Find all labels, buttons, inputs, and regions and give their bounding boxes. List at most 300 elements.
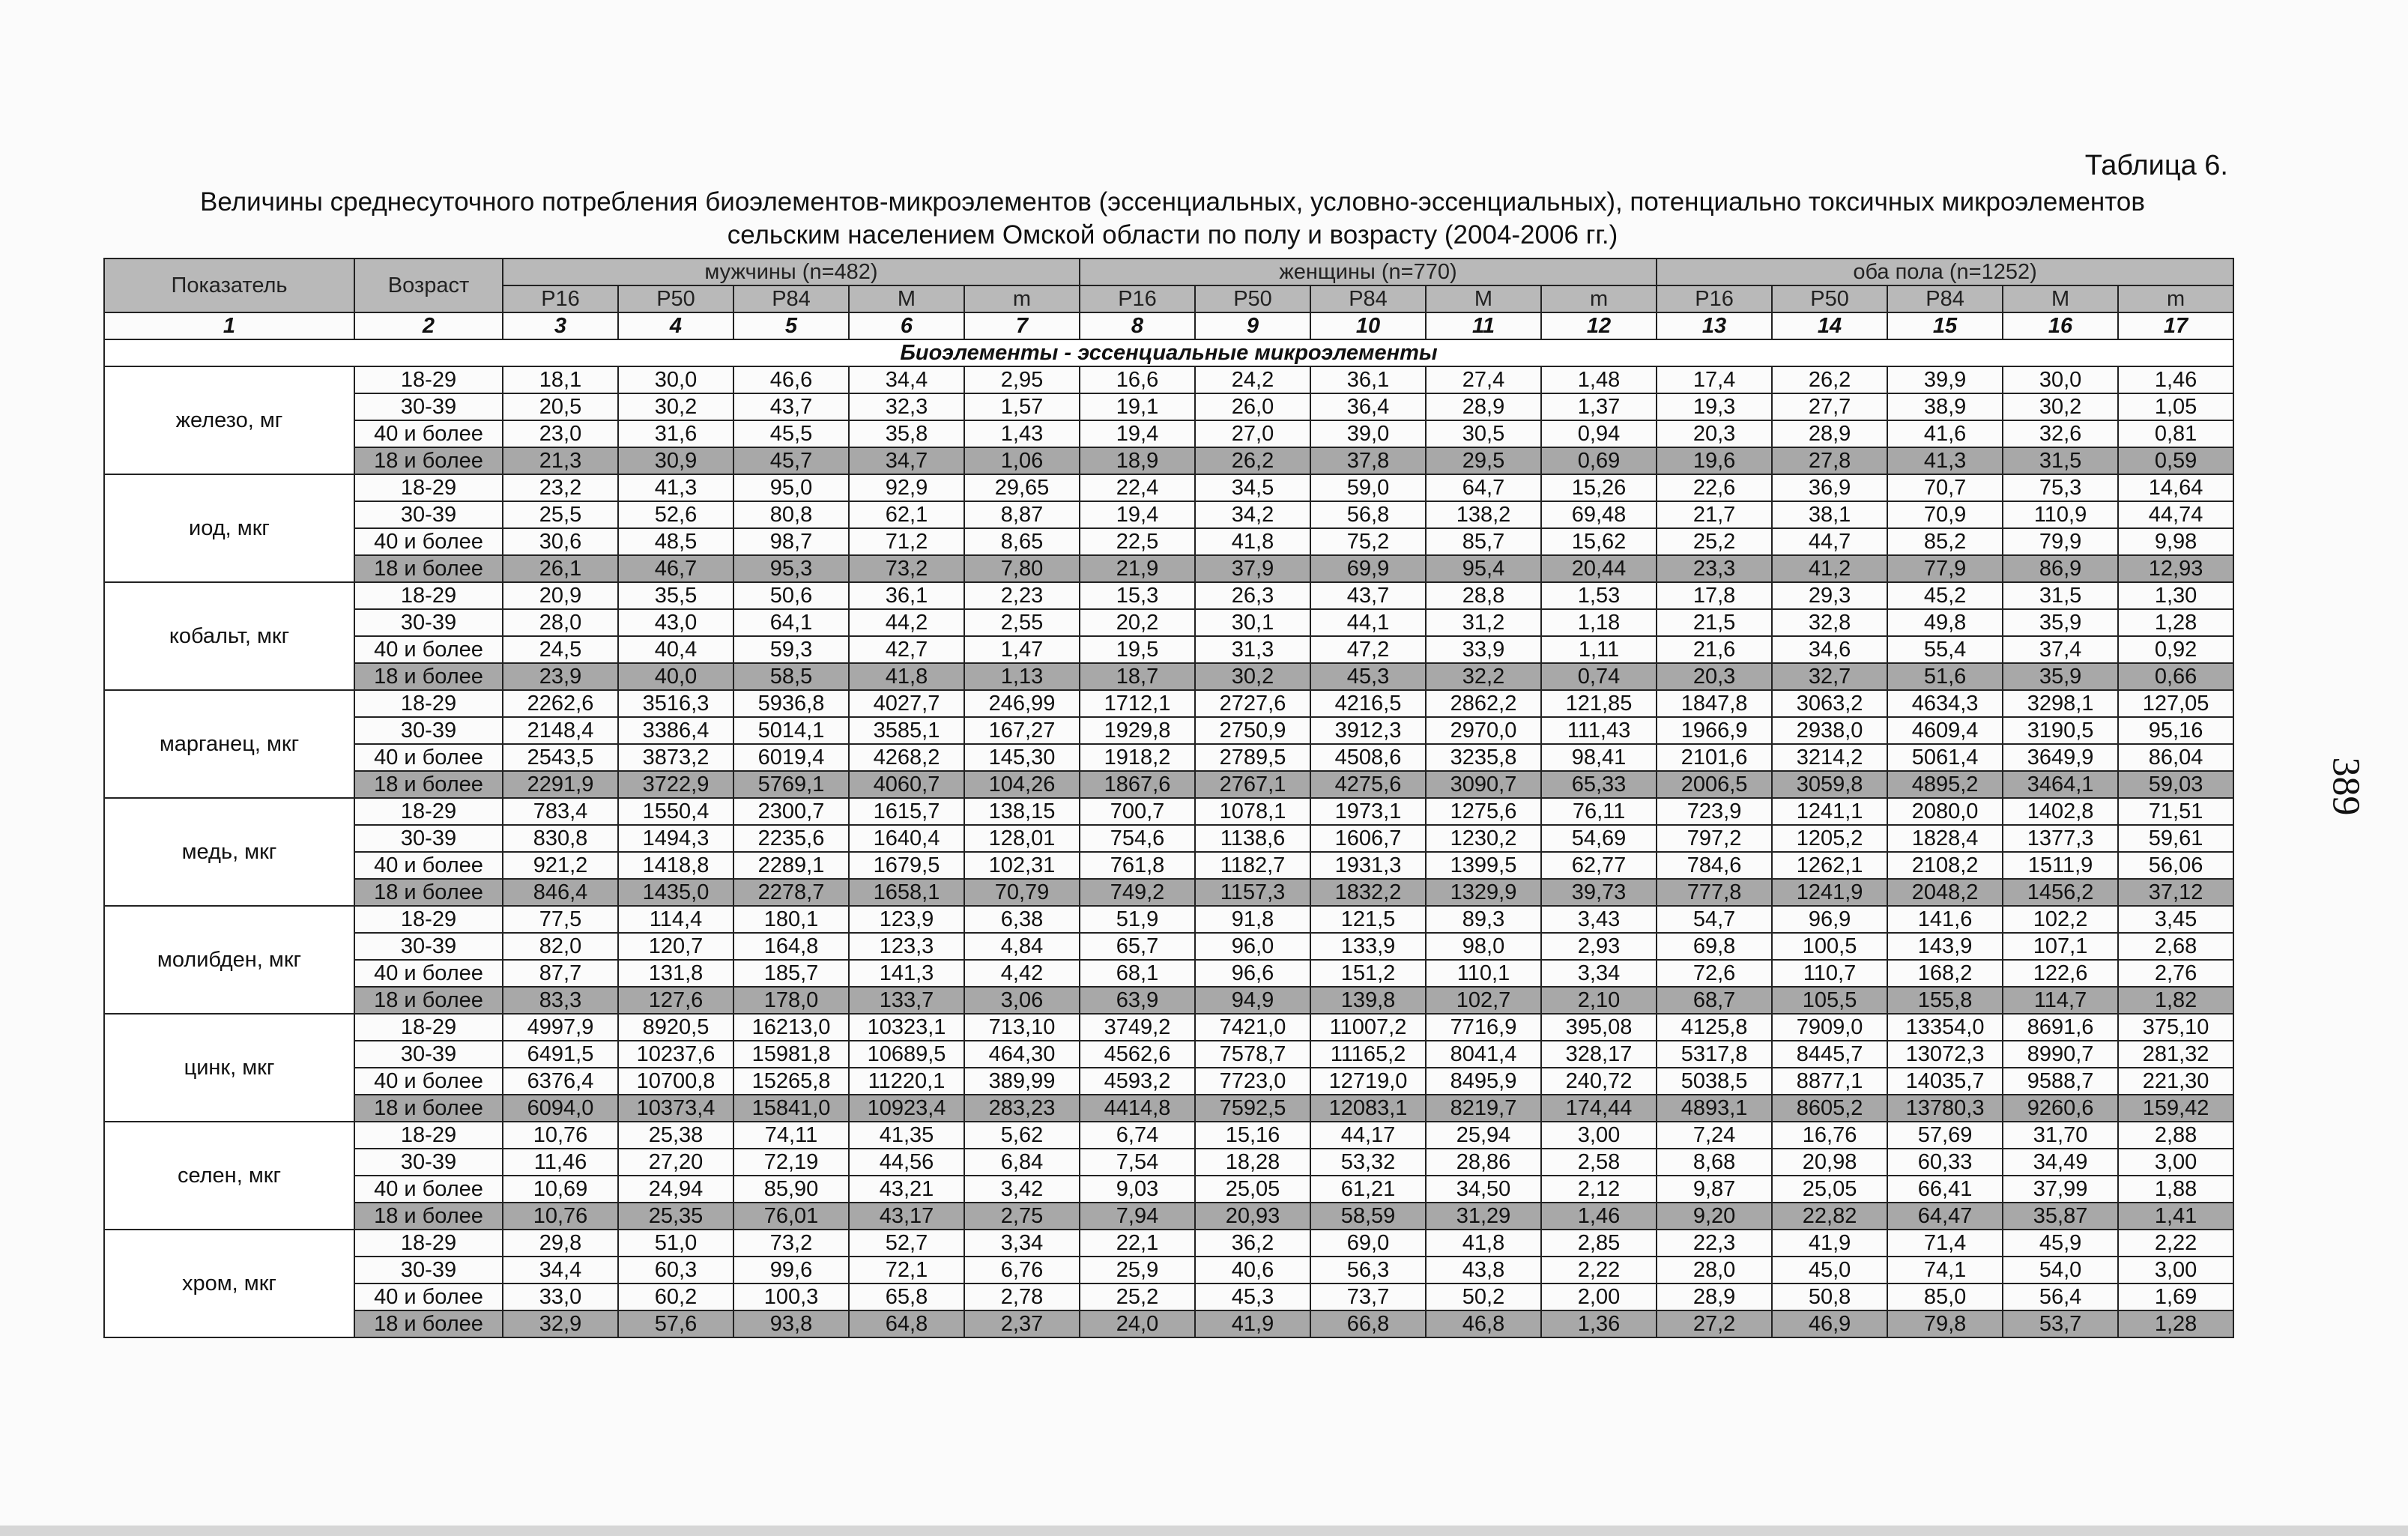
header-group: женщины (n=770) bbox=[1080, 258, 1657, 285]
value-cell: 3090,7 bbox=[1426, 771, 1541, 798]
value-cell: 281,32 bbox=[2118, 1041, 2233, 1068]
value-cell: 2,10 bbox=[1541, 987, 1657, 1014]
value-cell: 2970,0 bbox=[1426, 717, 1541, 744]
value-cell: 4893,1 bbox=[1657, 1095, 1772, 1122]
value-cell: 23,3 bbox=[1657, 555, 1772, 582]
value-cell: 45,2 bbox=[1887, 582, 2003, 609]
value-cell: 79,8 bbox=[1887, 1310, 2003, 1337]
value-cell: 141,3 bbox=[849, 960, 964, 987]
value-cell: 24,94 bbox=[618, 1176, 733, 1203]
value-cell: 64,47 bbox=[1887, 1203, 2003, 1230]
age-group: 18-29 bbox=[354, 1014, 503, 1041]
value-cell: 85,2 bbox=[1887, 528, 2003, 555]
table-row bbox=[104, 1283, 2233, 1310]
value-cell: 3,00 bbox=[1541, 1122, 1657, 1149]
table-row bbox=[104, 1095, 2233, 1122]
value-cell: 375,10 bbox=[2118, 1014, 2233, 1041]
value-cell: 56,3 bbox=[1310, 1257, 1426, 1283]
value-cell: 19,1 bbox=[1080, 393, 1195, 420]
value-cell: 31,29 bbox=[1426, 1203, 1541, 1230]
value-cell: 15,26 bbox=[1541, 474, 1657, 501]
value-cell: 35,5 bbox=[618, 582, 733, 609]
value-cell: 68,1 bbox=[1080, 960, 1195, 987]
value-cell: 18,28 bbox=[1195, 1149, 1310, 1176]
value-cell: 6,38 bbox=[964, 906, 1080, 933]
table-row bbox=[104, 1014, 2233, 1041]
value-cell: 5317,8 bbox=[1657, 1041, 1772, 1068]
value-cell: 15,16 bbox=[1195, 1122, 1310, 1149]
value-cell: 32,6 bbox=[2003, 420, 2118, 447]
value-cell: 50,2 bbox=[1426, 1283, 1541, 1310]
value-cell: 1,30 bbox=[2118, 582, 2233, 609]
value-cell: 98,41 bbox=[1541, 744, 1657, 771]
header-stat: P84 bbox=[1310, 285, 1426, 312]
value-cell: 34,4 bbox=[849, 366, 964, 393]
value-cell: 5769,1 bbox=[733, 771, 849, 798]
age-group: 18 и более bbox=[354, 879, 503, 906]
age-group: 18 и более bbox=[354, 771, 503, 798]
value-cell: 35,87 bbox=[2003, 1203, 2118, 1230]
value-cell: 68,7 bbox=[1657, 987, 1772, 1014]
value-cell: 1435,0 bbox=[618, 879, 733, 906]
value-cell: 127,6 bbox=[618, 987, 733, 1014]
value-cell: 37,8 bbox=[1310, 447, 1426, 474]
header-row-groups bbox=[104, 258, 2233, 285]
value-cell: 283,23 bbox=[964, 1095, 1080, 1122]
value-cell: 47,2 bbox=[1310, 636, 1426, 663]
value-cell: 1456,2 bbox=[2003, 879, 2118, 906]
value-cell: 45,3 bbox=[1195, 1283, 1310, 1310]
value-cell: 6491,5 bbox=[503, 1041, 618, 1068]
value-cell: 12,93 bbox=[2118, 555, 2233, 582]
age-group: 40 и более bbox=[354, 1283, 503, 1310]
value-cell: 2289,1 bbox=[733, 852, 849, 879]
value-cell: 26,1 bbox=[503, 555, 618, 582]
value-cell: 51,0 bbox=[618, 1230, 733, 1257]
value-cell: 63,9 bbox=[1080, 987, 1195, 1014]
value-cell: 36,1 bbox=[1310, 366, 1426, 393]
value-cell: 0,69 bbox=[1541, 447, 1657, 474]
value-cell: 240,72 bbox=[1541, 1068, 1657, 1095]
value-cell: 185,7 bbox=[733, 960, 849, 987]
column-number: 12 bbox=[1541, 312, 1657, 339]
value-cell: 72,6 bbox=[1657, 960, 1772, 987]
value-cell: 39,73 bbox=[1541, 879, 1657, 906]
value-cell: 3873,2 bbox=[618, 744, 733, 771]
value-cell: 3,34 bbox=[1541, 960, 1657, 987]
value-cell: 110,7 bbox=[1772, 960, 1887, 987]
value-cell: 7723,0 bbox=[1195, 1068, 1310, 1095]
value-cell: 76,01 bbox=[733, 1203, 849, 1230]
value-cell: 2750,9 bbox=[1195, 717, 1310, 744]
value-cell: 35,9 bbox=[2003, 609, 2118, 636]
value-cell: 2108,2 bbox=[1887, 852, 2003, 879]
title-line-2: сельским населением Омской области по полу и возрасту (2004-2006 гг.) bbox=[727, 220, 1618, 250]
value-cell: 64,8 bbox=[849, 1310, 964, 1337]
value-cell: 19,4 bbox=[1080, 501, 1195, 528]
value-cell: 4268,2 bbox=[849, 744, 964, 771]
value-cell: 41,8 bbox=[849, 663, 964, 690]
value-cell: 25,05 bbox=[1195, 1176, 1310, 1203]
value-cell: 72,19 bbox=[733, 1149, 849, 1176]
value-cell: 138,2 bbox=[1426, 501, 1541, 528]
value-cell: 4997,9 bbox=[503, 1014, 618, 1041]
age-group: 40 и более bbox=[354, 852, 503, 879]
value-cell: 22,4 bbox=[1080, 474, 1195, 501]
value-cell: 784,6 bbox=[1657, 852, 1772, 879]
value-cell: 37,99 bbox=[2003, 1176, 2118, 1203]
value-cell: 59,0 bbox=[1310, 474, 1426, 501]
column-number: 10 bbox=[1310, 312, 1426, 339]
value-cell: 20,44 bbox=[1541, 555, 1657, 582]
value-cell: 98,0 bbox=[1426, 933, 1541, 960]
value-cell: 59,3 bbox=[733, 636, 849, 663]
table-row bbox=[104, 393, 2233, 420]
value-cell: 2938,0 bbox=[1772, 717, 1887, 744]
value-cell: 95,4 bbox=[1426, 555, 1541, 582]
value-cell: 34,49 bbox=[2003, 1149, 2118, 1176]
value-cell: 2,00 bbox=[1541, 1283, 1657, 1310]
value-cell: 121,5 bbox=[1310, 906, 1426, 933]
value-cell: 57,6 bbox=[618, 1310, 733, 1337]
value-cell: 10323,1 bbox=[849, 1014, 964, 1041]
value-cell: 29,65 bbox=[964, 474, 1080, 501]
value-cell: 29,5 bbox=[1426, 447, 1541, 474]
value-cell: 1275,6 bbox=[1426, 798, 1541, 825]
value-cell: 89,3 bbox=[1426, 906, 1541, 933]
value-cell: 45,9 bbox=[2003, 1230, 2118, 1257]
value-cell: 14035,7 bbox=[1887, 1068, 2003, 1095]
value-cell: 59,03 bbox=[2118, 771, 2233, 798]
value-cell: 4895,2 bbox=[1887, 771, 2003, 798]
value-cell: 92,9 bbox=[849, 474, 964, 501]
header-stat: P50 bbox=[1195, 285, 1310, 312]
value-cell: 3749,2 bbox=[1080, 1014, 1195, 1041]
value-cell: 20,5 bbox=[503, 393, 618, 420]
value-cell: 36,1 bbox=[849, 582, 964, 609]
value-cell: 6,76 bbox=[964, 1257, 1080, 1283]
value-cell: 16,76 bbox=[1772, 1122, 1887, 1149]
value-cell: 28,9 bbox=[1657, 1283, 1772, 1310]
column-number: 2 bbox=[354, 312, 503, 339]
value-cell: 9260,6 bbox=[2003, 1095, 2118, 1122]
value-cell: 4414,8 bbox=[1080, 1095, 1195, 1122]
age-group: 40 и более bbox=[354, 636, 503, 663]
value-cell: 761,8 bbox=[1080, 852, 1195, 879]
value-cell: 2,37 bbox=[964, 1310, 1080, 1337]
value-cell: 41,8 bbox=[1426, 1230, 1541, 1257]
value-cell: 2300,7 bbox=[733, 798, 849, 825]
value-cell: 73,2 bbox=[849, 555, 964, 582]
value-cell: 75,3 bbox=[2003, 474, 2118, 501]
value-cell: 2,78 bbox=[964, 1283, 1080, 1310]
value-cell: 13072,3 bbox=[1887, 1041, 2003, 1068]
value-cell: 66,41 bbox=[1887, 1176, 2003, 1203]
value-cell: 34,6 bbox=[1772, 636, 1887, 663]
value-cell: 9,98 bbox=[2118, 528, 2233, 555]
value-cell: 3235,8 bbox=[1426, 744, 1541, 771]
value-cell: 4609,4 bbox=[1887, 717, 2003, 744]
table-row bbox=[104, 1230, 2233, 1257]
value-cell: 64,7 bbox=[1426, 474, 1541, 501]
age-group: 18-29 bbox=[354, 798, 503, 825]
column-number: 9 bbox=[1195, 312, 1310, 339]
value-cell: 2006,5 bbox=[1657, 771, 1772, 798]
value-cell: 20,93 bbox=[1195, 1203, 1310, 1230]
value-cell: 71,51 bbox=[2118, 798, 2233, 825]
age-group: 18-29 bbox=[354, 690, 503, 717]
value-cell: 15,62 bbox=[1541, 528, 1657, 555]
column-number: 4 bbox=[618, 312, 733, 339]
value-cell: 3912,3 bbox=[1310, 717, 1426, 744]
value-cell: 24,5 bbox=[503, 636, 618, 663]
table-row bbox=[104, 933, 2233, 960]
value-cell: 37,9 bbox=[1195, 555, 1310, 582]
value-cell: 30,2 bbox=[1195, 663, 1310, 690]
value-cell: 30,5 bbox=[1426, 420, 1541, 447]
value-cell: 1078,1 bbox=[1195, 798, 1310, 825]
value-cell: 49,8 bbox=[1887, 609, 2003, 636]
value-cell: 35,9 bbox=[2003, 663, 2118, 690]
value-cell: 99,6 bbox=[733, 1257, 849, 1283]
table-row bbox=[104, 447, 2233, 474]
age-group: 30-39 bbox=[354, 717, 503, 744]
value-cell: 4593,2 bbox=[1080, 1068, 1195, 1095]
value-cell: 30,2 bbox=[2003, 393, 2118, 420]
value-cell: 19,3 bbox=[1657, 393, 1772, 420]
value-cell: 180,1 bbox=[733, 906, 849, 933]
column-number: 17 bbox=[2118, 312, 2233, 339]
value-cell: 10923,4 bbox=[849, 1095, 964, 1122]
header-stat: P16 bbox=[1080, 285, 1195, 312]
value-cell: 921,2 bbox=[503, 852, 618, 879]
value-cell: 7909,0 bbox=[1772, 1014, 1887, 1041]
value-cell: 3059,8 bbox=[1772, 771, 1887, 798]
table-row bbox=[104, 744, 2233, 771]
value-cell: 22,1 bbox=[1080, 1230, 1195, 1257]
value-cell: 1606,7 bbox=[1310, 825, 1426, 852]
value-cell: 19,4 bbox=[1080, 420, 1195, 447]
value-cell: 114,7 bbox=[2003, 987, 2118, 1014]
value-cell: 36,9 bbox=[1772, 474, 1887, 501]
age-group: 18-29 bbox=[354, 1230, 503, 1257]
age-group: 40 и более bbox=[354, 744, 503, 771]
value-cell: 17,8 bbox=[1657, 582, 1772, 609]
value-cell: 76,11 bbox=[1541, 798, 1657, 825]
value-cell: 1966,9 bbox=[1657, 717, 1772, 744]
value-cell: 1,53 bbox=[1541, 582, 1657, 609]
value-cell: 1847,8 bbox=[1657, 690, 1772, 717]
value-cell: 713,10 bbox=[964, 1014, 1080, 1041]
value-cell: 40,4 bbox=[618, 636, 733, 663]
value-cell: 72,1 bbox=[849, 1257, 964, 1283]
value-cell: 3,42 bbox=[964, 1176, 1080, 1203]
table-row bbox=[104, 555, 2233, 582]
value-cell: 151,2 bbox=[1310, 960, 1426, 987]
value-cell: 1918,2 bbox=[1080, 744, 1195, 771]
value-cell: 2862,2 bbox=[1426, 690, 1541, 717]
table-row bbox=[104, 960, 2233, 987]
value-cell: 38,1 bbox=[1772, 501, 1887, 528]
value-cell: 15981,8 bbox=[733, 1041, 849, 1068]
value-cell: 0,74 bbox=[1541, 663, 1657, 690]
value-cell: 389,99 bbox=[964, 1068, 1080, 1095]
value-cell: 7578,7 bbox=[1195, 1041, 1310, 1068]
value-cell: 45,7 bbox=[733, 447, 849, 474]
value-cell: 18,7 bbox=[1080, 663, 1195, 690]
value-cell: 2,93 bbox=[1541, 933, 1657, 960]
value-cell: 5,62 bbox=[964, 1122, 1080, 1149]
value-cell: 102,2 bbox=[2003, 906, 2118, 933]
table-row bbox=[104, 663, 2233, 690]
value-cell: 139,8 bbox=[1310, 987, 1426, 1014]
value-cell: 31,2 bbox=[1426, 609, 1541, 636]
value-cell: 10,76 bbox=[503, 1122, 618, 1149]
value-cell: 7,24 bbox=[1657, 1122, 1772, 1149]
value-cell: 9,03 bbox=[1080, 1176, 1195, 1203]
value-cell: 40,0 bbox=[618, 663, 733, 690]
table-row bbox=[104, 528, 2233, 555]
table-row bbox=[104, 1176, 2233, 1203]
value-cell: 5038,5 bbox=[1657, 1068, 1772, 1095]
value-cell: 56,8 bbox=[1310, 501, 1426, 528]
value-cell: 45,5 bbox=[733, 420, 849, 447]
value-cell: 1494,3 bbox=[618, 825, 733, 852]
value-cell: 50,6 bbox=[733, 582, 849, 609]
value-cell: 10,76 bbox=[503, 1203, 618, 1230]
value-cell: 2101,6 bbox=[1657, 744, 1772, 771]
value-cell: 9,20 bbox=[1657, 1203, 1772, 1230]
element-name: марганец, мкг bbox=[104, 690, 354, 798]
value-cell: 41,35 bbox=[849, 1122, 964, 1149]
value-cell: 36,4 bbox=[1310, 393, 1426, 420]
value-cell: 58,5 bbox=[733, 663, 849, 690]
value-cell: 1931,3 bbox=[1310, 852, 1426, 879]
value-cell: 73,7 bbox=[1310, 1283, 1426, 1310]
value-cell: 2,12 bbox=[1541, 1176, 1657, 1203]
value-cell: 41,8 bbox=[1195, 528, 1310, 555]
value-cell: 14,64 bbox=[2118, 474, 2233, 501]
value-cell: 11,46 bbox=[503, 1149, 618, 1176]
value-cell: 15841,0 bbox=[733, 1095, 849, 1122]
value-cell: 3,43 bbox=[1541, 906, 1657, 933]
value-cell: 33,9 bbox=[1426, 636, 1541, 663]
value-cell: 1,05 bbox=[2118, 393, 2233, 420]
value-cell: 27,0 bbox=[1195, 420, 1310, 447]
table-row bbox=[104, 1122, 2233, 1149]
value-cell: 122,6 bbox=[2003, 960, 2118, 987]
value-cell: 54,0 bbox=[2003, 1257, 2118, 1283]
value-cell: 1,48 bbox=[1541, 366, 1657, 393]
value-cell: 1241,9 bbox=[1772, 879, 1887, 906]
value-cell: 2278,7 bbox=[733, 879, 849, 906]
value-cell: 1,13 bbox=[964, 663, 1080, 690]
value-cell: 3386,4 bbox=[618, 717, 733, 744]
value-cell: 27,8 bbox=[1772, 447, 1887, 474]
value-cell: 26,2 bbox=[1772, 366, 1887, 393]
table-row bbox=[104, 366, 2233, 393]
value-cell: 34,50 bbox=[1426, 1176, 1541, 1203]
value-cell: 31,70 bbox=[2003, 1122, 2118, 1149]
value-cell: 44,2 bbox=[849, 609, 964, 636]
value-cell: 749,2 bbox=[1080, 879, 1195, 906]
value-cell: 65,8 bbox=[849, 1283, 964, 1310]
value-cell: 50,8 bbox=[1772, 1283, 1887, 1310]
value-cell: 39,0 bbox=[1310, 420, 1426, 447]
value-cell: 2080,0 bbox=[1887, 798, 2003, 825]
value-cell: 11165,2 bbox=[1310, 1041, 1426, 1068]
value-cell: 16213,0 bbox=[733, 1014, 849, 1041]
table-row bbox=[104, 1310, 2233, 1337]
value-cell: 783,4 bbox=[503, 798, 618, 825]
table-row bbox=[104, 636, 2233, 663]
value-cell: 1399,5 bbox=[1426, 852, 1541, 879]
header-stat: P84 bbox=[1887, 285, 2003, 312]
age-group: 30-39 bbox=[354, 501, 503, 528]
value-cell: 57,69 bbox=[1887, 1122, 2003, 1149]
header-stat: M bbox=[2003, 285, 2118, 312]
value-cell: 0,59 bbox=[2118, 447, 2233, 474]
value-cell: 1973,1 bbox=[1310, 798, 1426, 825]
column-number: 15 bbox=[1887, 312, 2003, 339]
table-row bbox=[104, 987, 2233, 1014]
value-cell: 3214,2 bbox=[1772, 744, 1887, 771]
column-number: 8 bbox=[1080, 312, 1195, 339]
value-cell: 27,4 bbox=[1426, 366, 1541, 393]
value-cell: 100,5 bbox=[1772, 933, 1887, 960]
value-cell: 6019,4 bbox=[733, 744, 849, 771]
value-cell: 2789,5 bbox=[1195, 744, 1310, 771]
value-cell: 174,44 bbox=[1541, 1095, 1657, 1122]
element-name: хром, мкг bbox=[104, 1230, 354, 1337]
value-cell: 46,9 bbox=[1772, 1310, 1887, 1337]
value-cell: 29,3 bbox=[1772, 582, 1887, 609]
value-cell: 1,06 bbox=[964, 447, 1080, 474]
table-row bbox=[104, 852, 2233, 879]
value-cell: 35,8 bbox=[849, 420, 964, 447]
value-cell: 105,5 bbox=[1772, 987, 1887, 1014]
value-cell: 27,2 bbox=[1657, 1310, 1772, 1337]
table-row bbox=[104, 1149, 2233, 1176]
age-group: 40 и более bbox=[354, 1176, 503, 1203]
value-cell: 6,74 bbox=[1080, 1122, 1195, 1149]
value-cell: 464,30 bbox=[964, 1041, 1080, 1068]
value-cell: 3,00 bbox=[2118, 1149, 2233, 1176]
value-cell: 4027,7 bbox=[849, 690, 964, 717]
value-cell: 1550,4 bbox=[618, 798, 733, 825]
microelements-table bbox=[103, 258, 2234, 1338]
value-cell: 22,82 bbox=[1772, 1203, 1887, 1230]
value-cell: 120,7 bbox=[618, 933, 733, 960]
value-cell: 328,17 bbox=[1541, 1041, 1657, 1068]
value-cell: 1,43 bbox=[964, 420, 1080, 447]
age-group: 18-29 bbox=[354, 474, 503, 501]
value-cell: 7,54 bbox=[1080, 1149, 1195, 1176]
value-cell: 25,38 bbox=[618, 1122, 733, 1149]
value-cell: 123,3 bbox=[849, 933, 964, 960]
value-cell: 54,69 bbox=[1541, 825, 1657, 852]
value-cell: 20,3 bbox=[1657, 420, 1772, 447]
value-cell: 123,9 bbox=[849, 906, 964, 933]
table-row bbox=[104, 717, 2233, 744]
value-cell: 16,6 bbox=[1080, 366, 1195, 393]
value-cell: 43,0 bbox=[618, 609, 733, 636]
value-cell: 95,0 bbox=[733, 474, 849, 501]
value-cell: 34,5 bbox=[1195, 474, 1310, 501]
value-cell: 58,59 bbox=[1310, 1203, 1426, 1230]
value-cell: 29,8 bbox=[503, 1230, 618, 1257]
value-cell: 37,4 bbox=[2003, 636, 2118, 663]
